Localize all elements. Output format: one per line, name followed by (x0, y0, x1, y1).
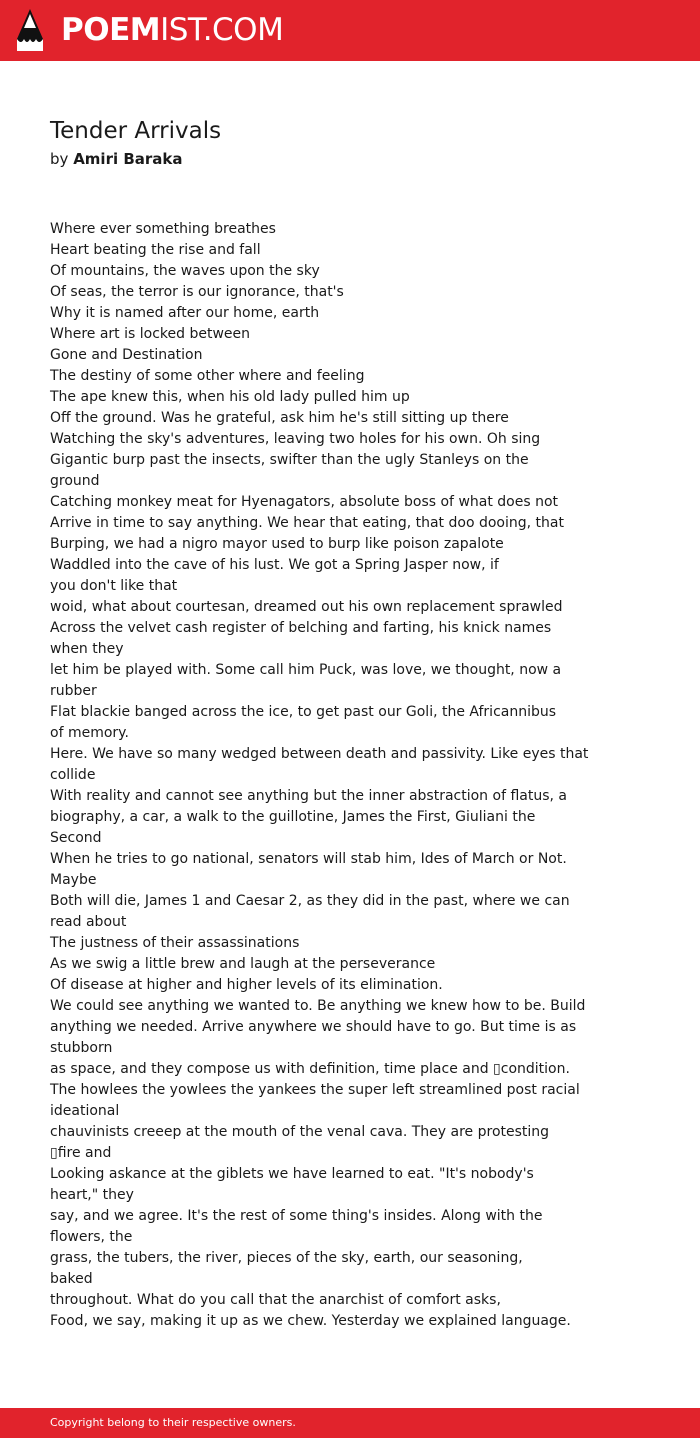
poem-line: Heart beating the rise and fall (50, 242, 261, 258)
poem-line: chauvinists creeep at the mouth of the venal cava. They are protesting (50, 1124, 550, 1140)
poem-line: heart," they (50, 1187, 134, 1203)
logo-light-part: IST.COM (160, 12, 284, 48)
poem-line: of memory. (50, 725, 129, 741)
poem-line: Looking askance at the giblets we have learned to eat. "It's nobody's (50, 1166, 534, 1182)
poem-line: Food, we say, making it up as we chew. Yesterday we explained language. (50, 1313, 571, 1329)
poem-line: you don't like that (50, 578, 178, 594)
site-footer (0, 1408, 700, 1438)
poem-line: let him be played with. Some call him Puck, was love, we thought, now a (50, 662, 562, 678)
poem-line: ideational (50, 1103, 120, 1119)
poem-line: throughout. What do you call that the anarchist of comfort asks, (50, 1292, 501, 1308)
poem-line: stubborn (50, 1040, 113, 1056)
poem-line: As we swig a little brew and laugh at the perseverance (50, 956, 436, 972)
poem-line: Second (50, 830, 102, 846)
poem-line: as space, and they compose us with definition, time place and ▯condition. (50, 1061, 570, 1077)
poem-line: Off the ground. Was he grateful, ask him he's still sitting up there (50, 410, 509, 426)
poem-line: Why it is named after our home, earth (50, 305, 320, 321)
copyright-notice: Copyright belong to their respective owners. (50, 1416, 296, 1429)
poem-line: Gone and Destination (50, 347, 203, 363)
poem-line: biography, a car, a walk to the guillotine, James the First, Giuliani the (50, 809, 536, 825)
poem-line: The justness of their assassinations (50, 935, 300, 951)
poem-title: Tender Arrivals (50, 118, 222, 144)
site-header (0, 0, 700, 61)
poem-line: baked (50, 1271, 93, 1287)
poem-line: Here. We have so many wedged between death and passivity. Like eyes that (50, 746, 589, 762)
site-logo-wordmark[interactable] (61, 11, 283, 49)
poem-line: say, and we agree. It's the rest of some thing's insides. Along with the (50, 1208, 543, 1224)
poem-line: Where ever something breathes (50, 221, 276, 237)
poem-line: collide (50, 767, 96, 783)
pencil-tip-logo-icon[interactable] (17, 9, 43, 51)
poem-line: read about (50, 914, 127, 930)
poem-line: Maybe (50, 872, 97, 888)
poem-byline (50, 149, 183, 169)
poem-line: Gigantic burp past the insects, swifter than the ugly Stanleys on the (50, 452, 529, 468)
poem-body (50, 219, 589, 1332)
poem-line: rubber (50, 683, 97, 699)
poem-line: Both will die, James 1 and Caesar 2, as they did in the past, where we can (50, 893, 570, 909)
poem-line: flowers, the (50, 1229, 133, 1245)
poem-line: Arrive in time to say anything. We hear that eating, that doo dooing, that (50, 515, 564, 531)
poem-line: We could see anything we wanted to. Be anything we knew how to be. Build (50, 998, 586, 1014)
poem-line: when they (50, 641, 124, 657)
poem-line: grass, the tubers, the river, pieces of the sky, earth, our seasoning, (50, 1250, 523, 1266)
poem-line: ground (50, 473, 100, 489)
poem-line: Where art is locked between (50, 326, 250, 342)
poem-line: Burping, we had a nigro mayor used to burp like poison zapalote (50, 536, 504, 552)
poem-line: Of mountains, the waves upon the sky (50, 263, 320, 279)
poem-line: Flat blackie banged across the ice, to get past our Goli, the Africannibus (50, 704, 557, 720)
poem-line: anything we needed. Arrive anywhere we should have to go. But time is as (50, 1019, 577, 1035)
poem-author: Amiri Baraka (73, 150, 183, 168)
poem-line: The ape knew this, when his old lady pulled him up (50, 389, 410, 405)
poem-line: When he tries to go national, senators will stab him, Ides of March or Not. (50, 851, 567, 867)
poem-line: Of disease at higher and higher levels of its elimination. (50, 977, 443, 993)
poem-line: The destiny of some other where and feeling (50, 368, 365, 384)
poem-line: ▯fire and (50, 1145, 112, 1161)
byline-prefix: by (50, 150, 69, 168)
poem-line: Catching monkey meat for Hyenagators, absolute boss of what does not (50, 494, 559, 510)
poem-line: Across the velvet cash register of belching and farting, his knick names (50, 620, 552, 636)
poem-line: Waddled into the cave of his lust. We got a Spring Jasper now, if (50, 557, 499, 573)
poem-line: The howlees the yowlees the yankees the super left streamlined post racial (50, 1082, 580, 1098)
poem-line: With reality and cannot see anything but the inner abstraction of flatus, a (50, 788, 567, 804)
poem-line: Watching the sky's adventures, leaving two holes for his own. Oh sing (50, 431, 541, 447)
logo-bold-part: POEM (61, 12, 161, 48)
poem-line: woid, what about courtesan, dreamed out his own replacement sprawled (50, 599, 563, 615)
poem-line: Of seas, the terror is our ignorance, that's (50, 284, 344, 300)
